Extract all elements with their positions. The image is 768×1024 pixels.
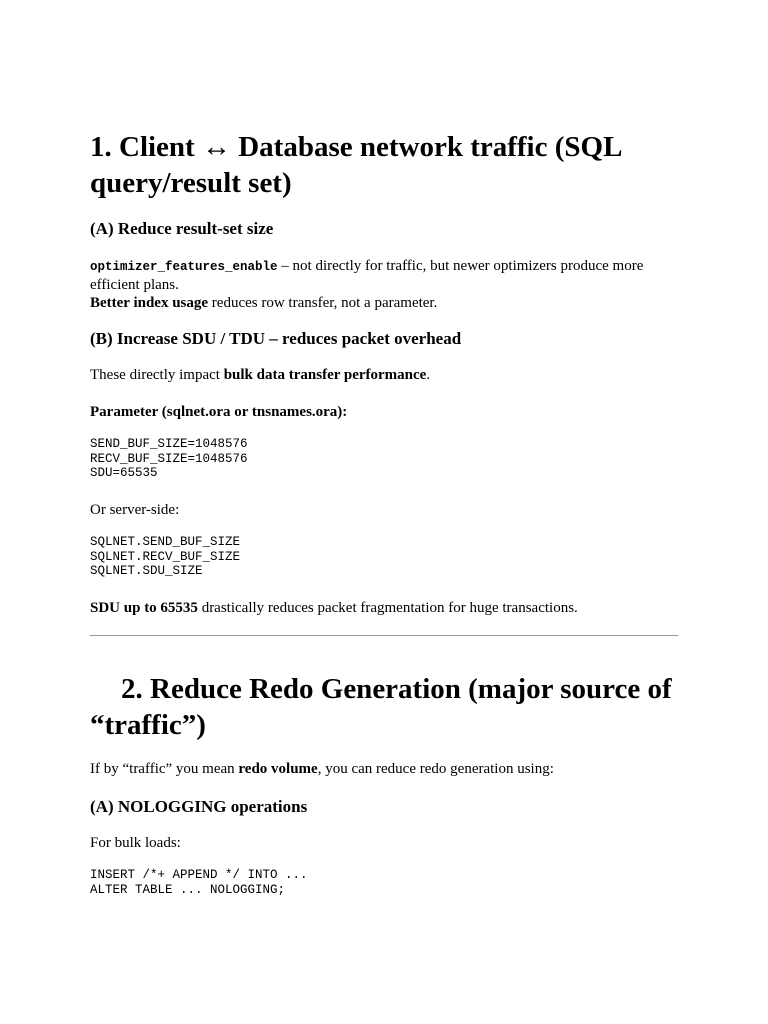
code-line: SQLNET.RECV_BUF_SIZE bbox=[90, 549, 241, 564]
section-1-title: 1. Client ↔ Database network traffic (SQL query/result set) bbox=[90, 131, 621, 199]
optimizer-param-code: optimizer_features_enable bbox=[90, 260, 278, 274]
parameter-code-block bbox=[90, 437, 678, 481]
redo-intro-bold: redo volume bbox=[238, 761, 318, 777]
code-line: SQLNET.SDU_SIZE bbox=[90, 564, 203, 578]
parameter-heading: Parameter (sqlnet.ora or tnsnames.ora): bbox=[90, 404, 348, 420]
code-line: SEND_BUF_SIZE=1048576 bbox=[90, 437, 248, 451]
code-line: SDU=65535 bbox=[90, 466, 158, 480]
optimizer-paragraph bbox=[90, 257, 678, 312]
code-line: INSERT /*+ APPEND */ INTO ... bbox=[90, 868, 308, 882]
redo-intro-text: If by “traffic” you mean bbox=[90, 761, 239, 777]
sdu-intro-bold: bulk data transfer performance bbox=[223, 367, 427, 383]
index-usage-text: reduces row transfer, not a parameter. bbox=[208, 295, 438, 311]
server-side-text: Or server-side: bbox=[90, 502, 180, 518]
redo-intro-paragraph bbox=[90, 760, 678, 778]
sdu-summary-bold: SDU up to 65535 bbox=[90, 600, 198, 616]
sdu-intro-text: These directly impact bbox=[90, 367, 224, 383]
sdu-intro-end: . bbox=[426, 367, 431, 383]
section-2-title bbox=[90, 671, 678, 743]
sdu-summary-text: drastically reduces packet fragmentation for huge transactions. bbox=[197, 600, 578, 616]
code-line: SQLNET.SEND_BUF_SIZE bbox=[90, 535, 241, 549]
server-code-block bbox=[90, 535, 678, 579]
sdu-intro-paragraph bbox=[90, 366, 678, 384]
code-line: ALTER TABLE ... NOLOGGING; bbox=[90, 882, 286, 897]
section-2a-heading: (A) NOLOGGING operations bbox=[90, 797, 308, 816]
sdu-summary-paragraph bbox=[90, 599, 678, 617]
optimizer-text: – not directly for traffic, but newer optimizers produce more efficient plans. bbox=[90, 258, 644, 293]
bulk-loads-text: For bulk loads: bbox=[90, 835, 181, 851]
section-2-title-text: 2. Reduce Redo Generation (major source of “traffic”) bbox=[90, 673, 672, 741]
code-line: RECV_BUF_SIZE=1048576 bbox=[90, 451, 248, 466]
redo-intro-end: , you can reduce redo generation using: bbox=[317, 761, 554, 777]
section-divider bbox=[90, 635, 678, 636]
section-1a-heading: (A) Reduce result-set size bbox=[90, 219, 274, 238]
nologging-code-block bbox=[90, 868, 678, 897]
index-usage-bold: Better index usage bbox=[90, 295, 209, 311]
section-1b-heading: (B) Increase SDU / TDU – reduces packet overhead bbox=[90, 329, 462, 348]
